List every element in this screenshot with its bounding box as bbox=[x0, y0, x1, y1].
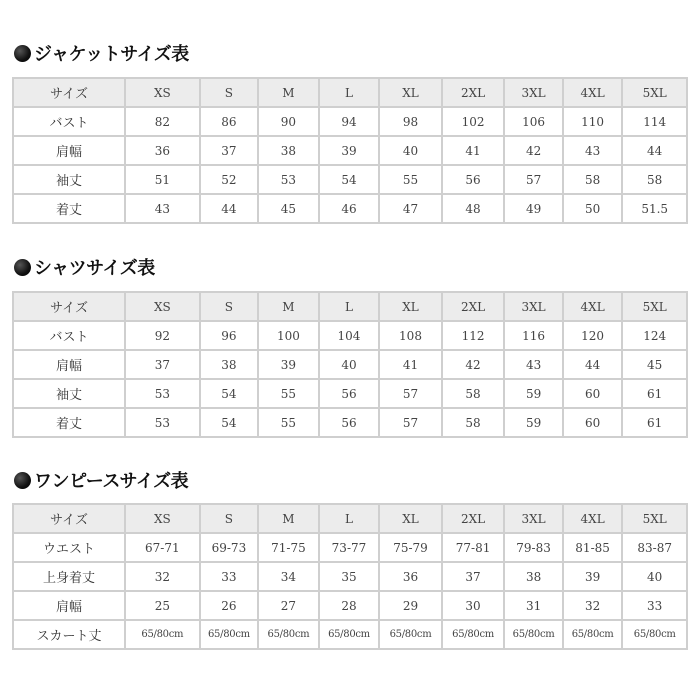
table-cell: 108 bbox=[380, 322, 441, 349]
table-cell: 92 bbox=[126, 322, 199, 349]
table-row bbox=[14, 409, 686, 436]
onepiece-size-table bbox=[12, 503, 688, 650]
table-cell: 86 bbox=[201, 108, 258, 135]
table-cell: 67-71 bbox=[126, 534, 199, 561]
header-size-cell: 3XL bbox=[505, 79, 562, 106]
table-cell: 51 bbox=[126, 166, 199, 193]
table-cell: 56 bbox=[320, 380, 379, 407]
header-size-cell: M bbox=[259, 293, 318, 320]
header-size-cell: 2XL bbox=[443, 293, 504, 320]
table-cell: 37 bbox=[126, 351, 199, 378]
table-cell: 57 bbox=[380, 380, 441, 407]
table-cell: 65/80cm bbox=[505, 621, 562, 648]
row-label: 上身着丈 bbox=[14, 563, 124, 590]
table-cell: 33 bbox=[623, 592, 686, 619]
table-cell: 41 bbox=[443, 137, 504, 164]
table-cell: 42 bbox=[505, 137, 562, 164]
table-cell: 53 bbox=[259, 166, 318, 193]
table-cell: 43 bbox=[564, 137, 622, 164]
table-cell: 59 bbox=[505, 380, 562, 407]
header-size-cell: XL bbox=[380, 293, 441, 320]
table-cell: 40 bbox=[623, 563, 686, 590]
bullet-icon bbox=[14, 472, 31, 489]
table-cell: 40 bbox=[320, 351, 379, 378]
table-cell: 65/80cm bbox=[380, 621, 441, 648]
onepiece-title-text: ワンピースサイズ表 bbox=[34, 471, 189, 492]
table-cell: 73-77 bbox=[320, 534, 379, 561]
table-row bbox=[14, 380, 686, 407]
table-cell: 57 bbox=[505, 166, 562, 193]
table-cell: 28 bbox=[320, 592, 379, 619]
row-label: ウエスト bbox=[14, 534, 124, 561]
row-label: 袖丈 bbox=[14, 166, 124, 193]
table-cell: 79-83 bbox=[505, 534, 562, 561]
row-label: バスト bbox=[14, 108, 124, 135]
row-label: スカート丈 bbox=[14, 621, 124, 648]
header-size-cell: S bbox=[201, 293, 258, 320]
table-cell: 39 bbox=[564, 563, 622, 590]
row-label: 着丈 bbox=[14, 195, 124, 222]
table-cell: 65/80cm bbox=[564, 621, 622, 648]
table-cell: 52 bbox=[201, 166, 258, 193]
table-cell: 65/80cm bbox=[201, 621, 258, 648]
table-row bbox=[14, 166, 686, 193]
table-cell: 69-73 bbox=[201, 534, 258, 561]
table-cell: 55 bbox=[259, 409, 318, 436]
table-cell: 60 bbox=[564, 409, 622, 436]
table-cell: 48 bbox=[443, 195, 504, 222]
table-cell: 54 bbox=[320, 166, 379, 193]
table-cell: 33 bbox=[201, 563, 258, 590]
table-cell: 90 bbox=[259, 108, 318, 135]
table-cell: 56 bbox=[320, 409, 379, 436]
table-cell: 65/80cm bbox=[623, 621, 686, 648]
header-size-cell: XS bbox=[126, 293, 199, 320]
shirt-title bbox=[14, 254, 155, 280]
table-cell: 75-79 bbox=[380, 534, 441, 561]
header-size-cell: L bbox=[320, 293, 379, 320]
table-cell: 120 bbox=[564, 322, 622, 349]
table-cell: 114 bbox=[623, 108, 686, 135]
table-cell: 83-87 bbox=[623, 534, 686, 561]
table-cell: 45 bbox=[259, 195, 318, 222]
table-cell: 58 bbox=[443, 409, 504, 436]
table-cell: 36 bbox=[126, 137, 199, 164]
header-size-cell: 2XL bbox=[443, 79, 504, 106]
header-size-cell: 3XL bbox=[505, 505, 562, 532]
header-size-cell: 5XL bbox=[623, 79, 686, 106]
table-cell: 44 bbox=[201, 195, 258, 222]
table-cell: 43 bbox=[126, 195, 199, 222]
table-cell: 38 bbox=[201, 351, 258, 378]
header-size-cell: M bbox=[259, 79, 318, 106]
header-size-label: サイズ bbox=[14, 293, 124, 320]
bullet-icon bbox=[14, 259, 31, 276]
header-size-cell: 5XL bbox=[623, 293, 686, 320]
table-cell: 51.5 bbox=[623, 195, 686, 222]
table-cell: 37 bbox=[201, 137, 258, 164]
table-cell: 38 bbox=[259, 137, 318, 164]
header-size-cell: 4XL bbox=[564, 79, 622, 106]
table-cell: 54 bbox=[201, 380, 258, 407]
table-cell: 29 bbox=[380, 592, 441, 619]
table-cell: 65/80cm bbox=[126, 621, 199, 648]
table-row bbox=[14, 195, 686, 222]
table-cell: 57 bbox=[380, 409, 441, 436]
table-cell: 55 bbox=[380, 166, 441, 193]
table-row bbox=[14, 322, 686, 349]
table-cell: 50 bbox=[564, 195, 622, 222]
table-cell: 44 bbox=[564, 351, 622, 378]
header-size-cell: 2XL bbox=[443, 505, 504, 532]
table-cell: 124 bbox=[623, 322, 686, 349]
table-cell: 61 bbox=[623, 409, 686, 436]
table-cell: 37 bbox=[443, 563, 504, 590]
table-cell: 82 bbox=[126, 108, 199, 135]
table-cell: 102 bbox=[443, 108, 504, 135]
header-size-cell: L bbox=[320, 505, 379, 532]
table-cell: 61 bbox=[623, 380, 686, 407]
table-cell: 38 bbox=[505, 563, 562, 590]
table-cell: 40 bbox=[380, 137, 441, 164]
table-cell: 56 bbox=[443, 166, 504, 193]
table-cell: 55 bbox=[259, 380, 318, 407]
table-row bbox=[14, 108, 686, 135]
table-cell: 26 bbox=[201, 592, 258, 619]
header-size-cell: S bbox=[201, 505, 258, 532]
table-cell: 30 bbox=[443, 592, 504, 619]
row-label: 肩幅 bbox=[14, 137, 124, 164]
header-size-cell: 5XL bbox=[623, 505, 686, 532]
table-cell: 32 bbox=[126, 563, 199, 590]
table-cell: 110 bbox=[564, 108, 622, 135]
table-cell: 35 bbox=[320, 563, 379, 590]
table-row bbox=[14, 137, 686, 164]
header-size-cell: XL bbox=[380, 79, 441, 106]
shirt-title-text: シャツサイズ表 bbox=[34, 258, 155, 279]
table-cell: 116 bbox=[505, 322, 562, 349]
table-row bbox=[14, 534, 686, 561]
table-cell: 96 bbox=[201, 322, 258, 349]
table-cell: 104 bbox=[320, 322, 379, 349]
header-size-cell: XS bbox=[126, 505, 199, 532]
header-row bbox=[14, 505, 686, 532]
table-cell: 65/80cm bbox=[259, 621, 318, 648]
header-size-cell: 4XL bbox=[564, 293, 622, 320]
table-cell: 65/80cm bbox=[443, 621, 504, 648]
header-size-label: サイズ bbox=[14, 79, 124, 106]
header-size-label: サイズ bbox=[14, 505, 124, 532]
table-cell: 60 bbox=[564, 380, 622, 407]
row-label: バスト bbox=[14, 322, 124, 349]
table-cell: 34 bbox=[259, 563, 318, 590]
row-label: 袖丈 bbox=[14, 380, 124, 407]
header-size-cell: 3XL bbox=[505, 293, 562, 320]
table-cell: 39 bbox=[259, 351, 318, 378]
table-cell: 94 bbox=[320, 108, 379, 135]
row-label: 肩幅 bbox=[14, 351, 124, 378]
header-size-cell: M bbox=[259, 505, 318, 532]
jacket-title-text: ジャケットサイズ表 bbox=[34, 44, 189, 65]
header-size-cell: S bbox=[201, 79, 258, 106]
table-row bbox=[14, 592, 686, 619]
table-cell: 98 bbox=[380, 108, 441, 135]
bullet-icon bbox=[14, 45, 31, 62]
table-row bbox=[14, 351, 686, 378]
header-size-cell: L bbox=[320, 79, 379, 106]
table-cell: 100 bbox=[259, 322, 318, 349]
table-cell: 31 bbox=[505, 592, 562, 619]
table-cell: 54 bbox=[201, 409, 258, 436]
onepiece-title bbox=[14, 467, 188, 493]
table-cell: 65/80cm bbox=[320, 621, 379, 648]
table-cell: 36 bbox=[380, 563, 441, 590]
header-size-cell: XS bbox=[126, 79, 199, 106]
table-cell: 41 bbox=[380, 351, 441, 378]
table-cell: 49 bbox=[505, 195, 562, 222]
row-label: 肩幅 bbox=[14, 592, 124, 619]
jacket-title bbox=[14, 40, 189, 66]
header-row bbox=[14, 79, 686, 106]
table-cell: 25 bbox=[126, 592, 199, 619]
shirt-size-table bbox=[12, 291, 688, 438]
table-cell: 27 bbox=[259, 592, 318, 619]
header-size-cell: XL bbox=[380, 505, 441, 532]
table-cell: 71-75 bbox=[259, 534, 318, 561]
table-cell: 81-85 bbox=[564, 534, 622, 561]
table-cell: 42 bbox=[443, 351, 504, 378]
table-cell: 47 bbox=[380, 195, 441, 222]
table-cell: 58 bbox=[623, 166, 686, 193]
table-cell: 53 bbox=[126, 380, 199, 407]
table-row bbox=[14, 563, 686, 590]
header-row bbox=[14, 293, 686, 320]
row-label: 着丈 bbox=[14, 409, 124, 436]
table-cell: 58 bbox=[443, 380, 504, 407]
table-cell: 106 bbox=[505, 108, 562, 135]
table-cell: 45 bbox=[623, 351, 686, 378]
table-cell: 46 bbox=[320, 195, 379, 222]
table-cell: 77-81 bbox=[443, 534, 504, 561]
table-cell: 53 bbox=[126, 409, 199, 436]
table-cell: 59 bbox=[505, 409, 562, 436]
table-cell: 58 bbox=[564, 166, 622, 193]
table-cell: 32 bbox=[564, 592, 622, 619]
jacket-size-table bbox=[12, 77, 688, 224]
table-cell: 43 bbox=[505, 351, 562, 378]
header-size-cell: 4XL bbox=[564, 505, 622, 532]
table-cell: 112 bbox=[443, 322, 504, 349]
table-cell: 44 bbox=[623, 137, 686, 164]
table-cell: 39 bbox=[320, 137, 379, 164]
table-row bbox=[14, 621, 686, 648]
